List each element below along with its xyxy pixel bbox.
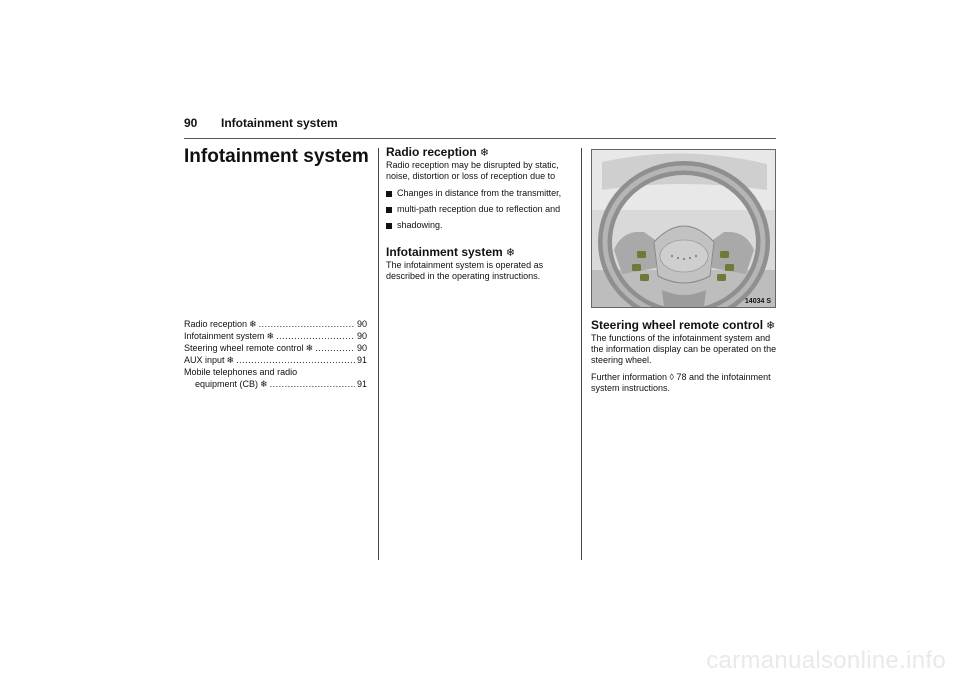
radio-reception-intro: Radio reception may be disrupted by static, noise, distortion or loss of reception due to (386, 160, 559, 181)
toc-item-label: Radio reception (184, 319, 248, 329)
toc-item-label: Infotainment system (184, 331, 265, 341)
snowflake-icon: ❄ (305, 343, 314, 353)
snowflake-icon: ❄ (226, 355, 235, 365)
snowflake-icon: ❄ (249, 319, 257, 329)
toc-item-infotainment-system[interactable] (184, 330, 367, 342)
toc-leader-dots (259, 318, 355, 330)
watermark: carmanualsonline.info (706, 647, 946, 674)
toc-item-mobile-telephones[interactable] (184, 366, 367, 390)
list-item: shadowing. (386, 220, 574, 231)
toc-item-label: Mobile telephones and radio (184, 367, 298, 377)
chapter-title: Infotainment system (184, 146, 369, 167)
page-header (184, 116, 776, 139)
section-title-infotainment-system: Infotainment system ❄ (386, 245, 515, 259)
section-title-radio-reception: Radio reception ❄ (386, 145, 489, 159)
toc-item-label: AUX input (184, 355, 225, 365)
toc-leader-dots (236, 354, 355, 366)
toc-item-page: 90 (356, 343, 367, 353)
toc-item-page: 91 (356, 379, 367, 389)
toc-item-page: 91 (356, 355, 367, 365)
toc-item-radio-reception[interactable] (184, 318, 367, 330)
middle-column (386, 145, 574, 288)
snowflake-icon: ❄ (266, 331, 275, 341)
infotainment-text: The infotainment system is operated as described in the operating instructions. (386, 260, 544, 281)
toc-leader-dots (270, 378, 355, 390)
page-reference-icon: ◊ (669, 372, 674, 382)
radio-reception-bullets (386, 188, 574, 231)
further-information: Further information ◊ 78 and the infotainment system instructions. (591, 372, 771, 393)
page-reference-link[interactable]: 78 (676, 372, 687, 382)
figure-label: 14034 S (744, 298, 771, 305)
right-column (591, 318, 777, 400)
snowflake-icon: ❄ (766, 320, 776, 332)
snowflake-icon: ❄ (260, 379, 268, 389)
steering-wheel-figure (591, 149, 776, 308)
toc-item-aux-input[interactable] (184, 354, 367, 366)
page-number: 90 (184, 116, 198, 130)
square-bullet-icon (386, 207, 392, 213)
snowflake-icon: ❄ (505, 247, 515, 259)
list-item: multi-path reception due to reflection and (386, 204, 574, 215)
toc-item-page: 90 (356, 319, 367, 329)
section-title-steering-wheel-remote-control: Steering wheel remote control ❄ (591, 318, 776, 332)
square-bullet-icon (386, 191, 392, 197)
column-divider-right (581, 148, 582, 560)
toc-item-page: 90 (356, 331, 367, 341)
snowflake-icon: ❄ (479, 147, 489, 159)
toc-item-label: Steering wheel remote control (184, 343, 304, 353)
toc-leader-dots (315, 342, 355, 354)
toc-item-steering-wheel-remote-control[interactable] (184, 342, 367, 354)
steering-wheel-icon (592, 150, 775, 307)
toc-item-label-cont: equipment (CB) (195, 379, 259, 389)
steering-control-text: The functions of the infotainment system and the information display can be operated on the steering wheel. (591, 333, 777, 365)
toc-leader-dots (276, 330, 355, 342)
header-title: Infotainment system (221, 116, 338, 130)
column-divider-left (378, 148, 379, 560)
list-item: Changes in distance from the transmitter, (386, 188, 574, 199)
square-bullet-icon (386, 223, 392, 229)
table-of-contents (184, 318, 367, 390)
